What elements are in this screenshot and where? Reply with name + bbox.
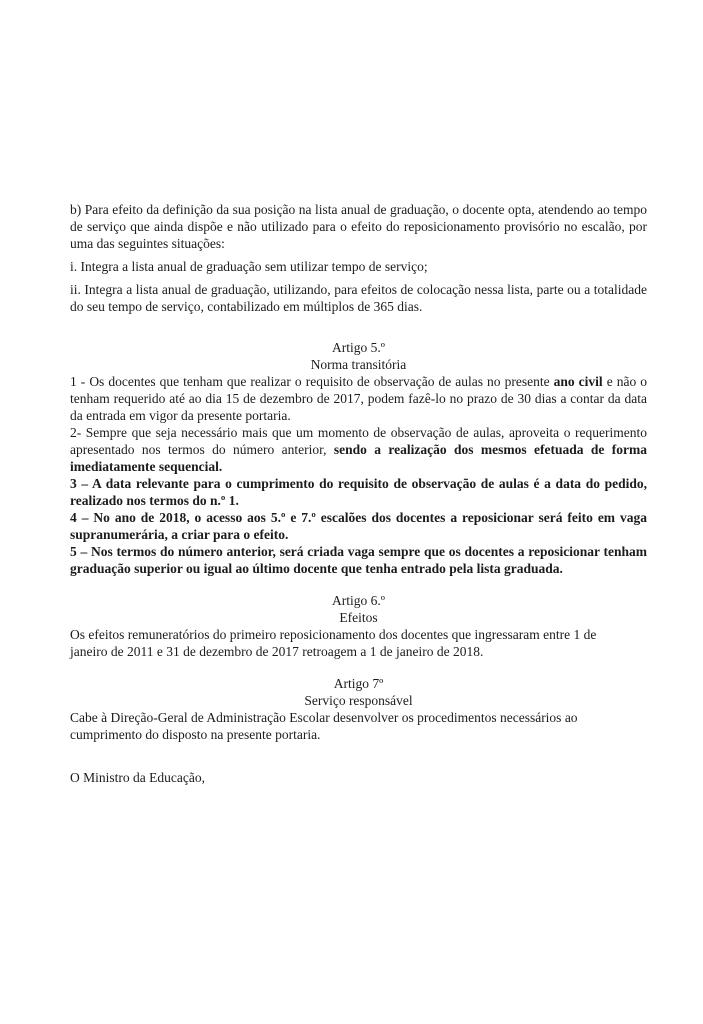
list-item-i: i. Integra a lista anual de graduação sem utilizar tempo de serviço; [70, 259, 428, 274]
clause-2-text-bold: sendo a realização dos mesmos efetuada de forma imediatamente sequencial. [70, 442, 648, 474]
section-artigo-5 [70, 339, 647, 577]
clause-1-text-bold: ano civil [553, 374, 603, 389]
clause-1-text-post: e não o tenham requerido até ao dia 15 de dezembro de 2017, podem fazê-lo no prazo de 30 dias a contar da data da entrada em vigor da presente portaria. [70, 374, 647, 423]
artigo-5-title: Artigo 5.º [332, 340, 385, 355]
artigo-7-title: Artigo 7º [333, 676, 384, 691]
section-artigo-7 [70, 675, 647, 743]
artigo-6-body-line-1: Os efeitos remuneratórios do primeiro reposicionamento dos docentes que ingressaram entre 1 de [70, 627, 597, 642]
artigo-5-clause-2 [70, 424, 647, 475]
artigo-6-subtitle: Efeitos [339, 610, 378, 625]
artigo-5-clause-5: 5 – Nos termos do número anterior, será criada vaga sempre que os docentes a reposicionar tenham graduação superior ou igual ao último docente que tenha entrado pela lista graduada. [70, 544, 647, 576]
artigo-5-clause-4: 4 – No ano de 2018, o acesso aos 5.º e 7.º escalões dos docentes a reposicionar será feito em vaga supranumerária, a criar para o efeito. [70, 510, 647, 542]
artigo-7-subtitle: Serviço responsável [304, 693, 413, 708]
signature-line: O Ministro da Educação, [70, 770, 205, 785]
artigo-5-subtitle: Norma transitória [310, 357, 407, 372]
artigo-6-body-line-2: janeiro de 2011 e 31 de dezembro de 2017 retroagem a 1 de janeiro de 2018. [70, 644, 484, 659]
artigo-5-clause-3: 3 – A data relevante para o cumprimento do requisito de observação de aulas é a data do pedido, realizado nos termos do n.º 1. [70, 476, 647, 508]
clause-2-text-pre: 2- Sempre que seja necessário mais que um momento de observação de aulas, aproveita o requerimento apresentado nos termos do número anterior, [70, 425, 647, 457]
paragraph-b: b) Para efeito da definição da sua posição na lista anual de graduação, o docente opta, atendendo ao tempo de serviço que ainda dispõe e não utilizado para o efeito do reposicionamento provisório no escalão, por uma das seguintes situações: [70, 202, 647, 251]
artigo-5-clause-1 [70, 373, 647, 424]
artigo-6-title: Artigo 6.º [332, 593, 385, 608]
artigo-7-body-line-1: Cabe à Direção-Geral de Administração Escolar desenvolver os procedimentos necessários ao [70, 710, 578, 725]
artigo-7-body-line-2: cumprimento do disposto na presente portaria. [70, 727, 321, 742]
clause-1-text-pre: 1 - Os docentes que tenham que realizar o requisito de observação de aulas no presente [70, 374, 554, 389]
section-preamble [70, 201, 647, 315]
section-artigo-6 [70, 592, 647, 660]
list-item-ii: ii. Integra a lista anual de graduação, utilizando, para efeitos de colocação nessa lista, parte ou a totalidade do seu tempo de serviço, contabilizado em múltiplos de 365 dias. [70, 282, 647, 314]
